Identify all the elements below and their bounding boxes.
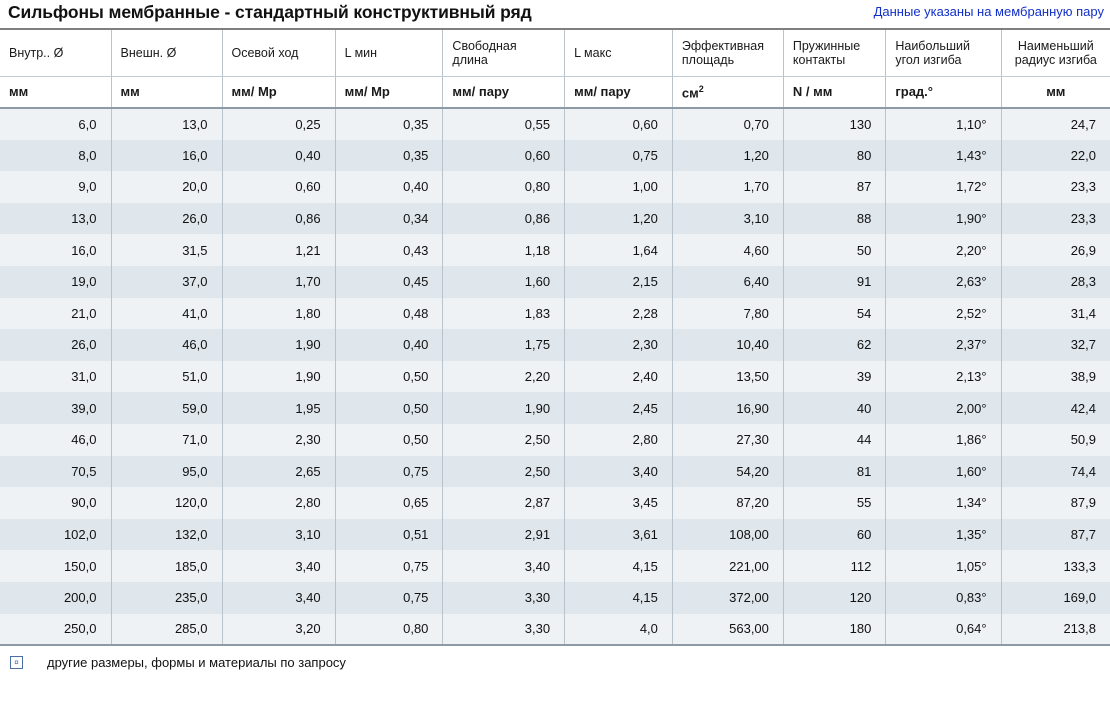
table-cell: 285,0 bbox=[111, 614, 222, 646]
table-cell: 372,00 bbox=[672, 582, 783, 614]
table-cell: 0,48 bbox=[335, 298, 443, 330]
table-cell: 3,45 bbox=[565, 487, 673, 519]
table-cell: 1,72° bbox=[886, 171, 1001, 203]
table-cell: 3,30 bbox=[443, 614, 565, 646]
table-cell: 1,20 bbox=[565, 203, 673, 235]
column-header-axial-stroke: Осевой ход bbox=[222, 30, 335, 76]
table-cell: 55 bbox=[783, 487, 885, 519]
table-cell: 80 bbox=[783, 140, 885, 172]
table-cell: 1,90 bbox=[222, 329, 335, 361]
table-cell: 120,0 bbox=[111, 487, 222, 519]
table-cell: 250,0 bbox=[0, 614, 111, 646]
column-header-free-length: Свободная длина bbox=[443, 30, 565, 76]
table-cell: 6,40 bbox=[672, 266, 783, 298]
table-cell: 4,0 bbox=[565, 614, 673, 646]
table-cell: 4,15 bbox=[565, 582, 673, 614]
table-cell: 2,65 bbox=[222, 456, 335, 488]
table-cell: 0,60 bbox=[443, 140, 565, 172]
table-cell: 1,34° bbox=[886, 487, 1001, 519]
table-row bbox=[0, 487, 1110, 519]
table-cell: 60 bbox=[783, 519, 885, 551]
table-cell: 31,0 bbox=[0, 361, 111, 393]
table-cell: 6,0 bbox=[0, 108, 111, 140]
table-row bbox=[0, 108, 1110, 140]
table-cell: 1,00 bbox=[565, 171, 673, 203]
table-cell: 24,7 bbox=[1001, 108, 1110, 140]
table-cell: 0,64° bbox=[886, 614, 1001, 646]
table-cell: 0,75 bbox=[335, 582, 443, 614]
table-cell: 235,0 bbox=[111, 582, 222, 614]
table-row bbox=[0, 424, 1110, 456]
table-cell: 200,0 bbox=[0, 582, 111, 614]
table-cell: 87,7 bbox=[1001, 519, 1110, 551]
table-cell: 74,4 bbox=[1001, 456, 1110, 488]
column-header-l-max: L макс bbox=[565, 30, 673, 76]
column-unit-min-bend-radius: мм bbox=[1001, 76, 1110, 108]
table-cell: 3,20 bbox=[222, 614, 335, 646]
table-cell: 1,05° bbox=[886, 550, 1001, 582]
table-cell: 42,4 bbox=[1001, 392, 1110, 424]
table-cell: 54,20 bbox=[672, 456, 783, 488]
table-cell: 39,0 bbox=[0, 392, 111, 424]
table-cell: 0,83° bbox=[886, 582, 1001, 614]
table-cell: 180 bbox=[783, 614, 885, 646]
column-header-l-min: L мин bbox=[335, 30, 443, 76]
table-cell: 41,0 bbox=[111, 298, 222, 330]
column-unit-axial-stroke: мм/ Мр bbox=[222, 76, 335, 108]
table-cell: 1,86° bbox=[886, 424, 1001, 456]
table-cell: 22,0 bbox=[1001, 140, 1110, 172]
table-cell: 0,86 bbox=[443, 203, 565, 235]
table-row bbox=[0, 298, 1110, 330]
table-cell: 1,43° bbox=[886, 140, 1001, 172]
table-cell: 70,5 bbox=[0, 456, 111, 488]
table-cell: 3,61 bbox=[565, 519, 673, 551]
table-cell: 0,50 bbox=[335, 361, 443, 393]
table-cell: 0,55 bbox=[443, 108, 565, 140]
table-header-row-titles bbox=[0, 30, 1110, 76]
table-row bbox=[0, 171, 1110, 203]
table-cell: 2,63° bbox=[886, 266, 1001, 298]
table-cell: 1,90 bbox=[443, 392, 565, 424]
table-cell: 38,9 bbox=[1001, 361, 1110, 393]
table-cell: 9,0 bbox=[0, 171, 111, 203]
table-cell: 150,0 bbox=[0, 550, 111, 582]
column-unit-effective-area: $см^2$ bbox=[672, 76, 783, 108]
table-cell: 13,50 bbox=[672, 361, 783, 393]
table-row bbox=[0, 234, 1110, 266]
table-cell: 81 bbox=[783, 456, 885, 488]
table-cell: 4,15 bbox=[565, 550, 673, 582]
table-cell: 31,4 bbox=[1001, 298, 1110, 330]
table-cell: 0,40 bbox=[335, 171, 443, 203]
table-row bbox=[0, 550, 1110, 582]
table-cell: 169,0 bbox=[1001, 582, 1110, 614]
page-title: Сильфоны мембранные - стандартный конструктивный ряд bbox=[8, 2, 532, 22]
table-cell: 2,80 bbox=[565, 424, 673, 456]
table-cell: 2,00° bbox=[886, 392, 1001, 424]
table-cell: 2,37° bbox=[886, 329, 1001, 361]
table-cell: 19,0 bbox=[0, 266, 111, 298]
table-row bbox=[0, 392, 1110, 424]
table-cell: 130 bbox=[783, 108, 885, 140]
table-cell: 0,50 bbox=[335, 424, 443, 456]
table-cell: 44 bbox=[783, 424, 885, 456]
footer-note bbox=[0, 646, 1110, 670]
table-row bbox=[0, 361, 1110, 393]
column-header-effective-area: Эффективная площадь bbox=[672, 30, 783, 76]
table-cell: 0,75 bbox=[565, 140, 673, 172]
table-cell: 91 bbox=[783, 266, 885, 298]
table-cell: 87,9 bbox=[1001, 487, 1110, 519]
column-header-max-bend-angle: Наибольший угол изгиба bbox=[886, 30, 1001, 76]
table-cell: 1,35° bbox=[886, 519, 1001, 551]
table-cell: 1,90° bbox=[886, 203, 1001, 235]
table-cell: 54 bbox=[783, 298, 885, 330]
table-cell: 50,9 bbox=[1001, 424, 1110, 456]
table-cell: 0,43 bbox=[335, 234, 443, 266]
table-cell: 0,75 bbox=[335, 456, 443, 488]
table-cell: 0,60 bbox=[222, 171, 335, 203]
table-row bbox=[0, 266, 1110, 298]
table-cell: 213,8 bbox=[1001, 614, 1110, 646]
table-cell: 13,0 bbox=[111, 108, 222, 140]
table-cell: 39 bbox=[783, 361, 885, 393]
table-cell: 0,40 bbox=[222, 140, 335, 172]
column-unit-spring-rate: N / мм bbox=[783, 76, 885, 108]
table-cell: 46,0 bbox=[111, 329, 222, 361]
superscript-two: 2 bbox=[698, 83, 704, 94]
table-cell: 0,75 bbox=[335, 550, 443, 582]
table-cell: 2,30 bbox=[222, 424, 335, 456]
table-cell: 1,80 bbox=[222, 298, 335, 330]
table-cell: 2,80 bbox=[222, 487, 335, 519]
table-cell: 27,30 bbox=[672, 424, 783, 456]
table-cell: 2,52° bbox=[886, 298, 1001, 330]
table-cell: 1,60 bbox=[443, 266, 565, 298]
table-cell: 0,80 bbox=[443, 171, 565, 203]
table-cell: 7,80 bbox=[672, 298, 783, 330]
table-cell: 20,0 bbox=[111, 171, 222, 203]
table-cell: 0,70 bbox=[672, 108, 783, 140]
table-cell: 2,28 bbox=[565, 298, 673, 330]
column-unit-free-length: мм/ пару bbox=[443, 76, 565, 108]
table-cell: 26,0 bbox=[111, 203, 222, 235]
header-note: Данные указаны на мембранную пару bbox=[873, 4, 1104, 19]
table-row bbox=[0, 614, 1110, 646]
table-cell: 2,40 bbox=[565, 361, 673, 393]
column-unit-inner-diameter: мм bbox=[0, 76, 111, 108]
table-cell: 3,30 bbox=[443, 582, 565, 614]
table-cell: 1,70 bbox=[672, 171, 783, 203]
table-cell: 0,65 bbox=[335, 487, 443, 519]
table-cell: 1,18 bbox=[443, 234, 565, 266]
table-cell: 112 bbox=[783, 550, 885, 582]
table-cell: 3,10 bbox=[672, 203, 783, 235]
table-cell: 46,0 bbox=[0, 424, 111, 456]
table-cell: 4,60 bbox=[672, 234, 783, 266]
column-header-outer-diameter: Внешн. Ø bbox=[111, 30, 222, 76]
column-header-min-bend-radius: Наименьший радиус изгиба bbox=[1001, 30, 1110, 76]
document-header bbox=[0, 0, 1110, 30]
table-cell: 3,40 bbox=[222, 550, 335, 582]
column-header-spring-rate: Пружинные контакты bbox=[783, 30, 885, 76]
table-row bbox=[0, 203, 1110, 235]
table-cell: 2,87 bbox=[443, 487, 565, 519]
table-cell: 185,0 bbox=[111, 550, 222, 582]
table-cell: 133,3 bbox=[1001, 550, 1110, 582]
table-cell: 120 bbox=[783, 582, 885, 614]
table-cell: 2,45 bbox=[565, 392, 673, 424]
table-cell: 26,0 bbox=[0, 329, 111, 361]
table-cell: 50 bbox=[783, 234, 885, 266]
column-unit-max-bend-angle: град.° bbox=[886, 76, 1001, 108]
table-cell: 0,25 bbox=[222, 108, 335, 140]
column-unit-outer-diameter: мм bbox=[111, 76, 222, 108]
table-cell: 87 bbox=[783, 171, 885, 203]
specification-table bbox=[0, 30, 1110, 646]
table-cell: 1,64 bbox=[565, 234, 673, 266]
table-cell: 2,15 bbox=[565, 266, 673, 298]
table-cell: 2,30 bbox=[565, 329, 673, 361]
table-header-row-units bbox=[0, 76, 1110, 108]
table-cell: 16,0 bbox=[111, 140, 222, 172]
table-cell: 1,70 bbox=[222, 266, 335, 298]
table-cell: 0,60 bbox=[565, 108, 673, 140]
table-cell: 563,00 bbox=[672, 614, 783, 646]
table-cell: 3,10 bbox=[222, 519, 335, 551]
table-cell: 40 bbox=[783, 392, 885, 424]
table-cell: 13,0 bbox=[0, 203, 111, 235]
bullet-marker-icon: ¤ bbox=[10, 656, 23, 669]
table-cell: 0,80 bbox=[335, 614, 443, 646]
table-cell: 8,0 bbox=[0, 140, 111, 172]
table-cell: 0,45 bbox=[335, 266, 443, 298]
table-cell: 1,10° bbox=[886, 108, 1001, 140]
table-cell: 95,0 bbox=[111, 456, 222, 488]
table-row bbox=[0, 140, 1110, 172]
table-cell: 51,0 bbox=[111, 361, 222, 393]
table-cell: 221,00 bbox=[672, 550, 783, 582]
table-cell: 1,60° bbox=[886, 456, 1001, 488]
table-cell: 2,20° bbox=[886, 234, 1001, 266]
table-cell: 87,20 bbox=[672, 487, 783, 519]
table-cell: 3,40 bbox=[443, 550, 565, 582]
table-cell: 132,0 bbox=[111, 519, 222, 551]
column-unit-l-min: мм/ Мр bbox=[335, 76, 443, 108]
table-cell: 62 bbox=[783, 329, 885, 361]
footer-text: другие размеры, формы и материалы по запросу bbox=[47, 655, 346, 671]
table-cell: 90,0 bbox=[0, 487, 111, 519]
table-cell: 0,34 bbox=[335, 203, 443, 235]
table-row bbox=[0, 519, 1110, 551]
table-cell: 71,0 bbox=[111, 424, 222, 456]
table-cell: 10,40 bbox=[672, 329, 783, 361]
table-cell: 2,20 bbox=[443, 361, 565, 393]
table-cell: 0,50 bbox=[335, 392, 443, 424]
table-cell: 2,13° bbox=[886, 361, 1001, 393]
table-cell: 28,3 bbox=[1001, 266, 1110, 298]
table-cell: 37,0 bbox=[111, 266, 222, 298]
table-cell: 1,90 bbox=[222, 361, 335, 393]
table-cell: 1,75 bbox=[443, 329, 565, 361]
table-cell: 23,3 bbox=[1001, 203, 1110, 235]
table-row bbox=[0, 329, 1110, 361]
table-cell: 1,83 bbox=[443, 298, 565, 330]
table-cell: 1,95 bbox=[222, 392, 335, 424]
table-cell: 102,0 bbox=[0, 519, 111, 551]
table-cell: 0,51 bbox=[335, 519, 443, 551]
table-cell: 21,0 bbox=[0, 298, 111, 330]
table-cell: 2,91 bbox=[443, 519, 565, 551]
table-row bbox=[0, 456, 1110, 488]
table-cell: 108,00 bbox=[672, 519, 783, 551]
table-cell: 2,50 bbox=[443, 424, 565, 456]
table-body bbox=[0, 108, 1110, 645]
table-cell: 0,35 bbox=[335, 140, 443, 172]
column-unit-l-max: мм/ пару bbox=[565, 76, 673, 108]
table-cell: 23,3 bbox=[1001, 171, 1110, 203]
table-cell: 26,9 bbox=[1001, 234, 1110, 266]
table-cell: 0,86 bbox=[222, 203, 335, 235]
table-cell: 3,40 bbox=[565, 456, 673, 488]
table-header bbox=[0, 30, 1110, 108]
table-cell: 2,50 bbox=[443, 456, 565, 488]
table-cell: 16,90 bbox=[672, 392, 783, 424]
table-cell: 59,0 bbox=[111, 392, 222, 424]
table-cell: 0,35 bbox=[335, 108, 443, 140]
table-cell: 31,5 bbox=[111, 234, 222, 266]
table-cell: 3,40 bbox=[222, 582, 335, 614]
table-cell: 0,40 bbox=[335, 329, 443, 361]
table-row bbox=[0, 582, 1110, 614]
table-cell: 1,21 bbox=[222, 234, 335, 266]
table-cell: 16,0 bbox=[0, 234, 111, 266]
table-cell: 88 bbox=[783, 203, 885, 235]
column-header-inner-diameter: Внутр.. Ø bbox=[0, 30, 111, 76]
table-cell: 1,20 bbox=[672, 140, 783, 172]
table-cell: 32,7 bbox=[1001, 329, 1110, 361]
